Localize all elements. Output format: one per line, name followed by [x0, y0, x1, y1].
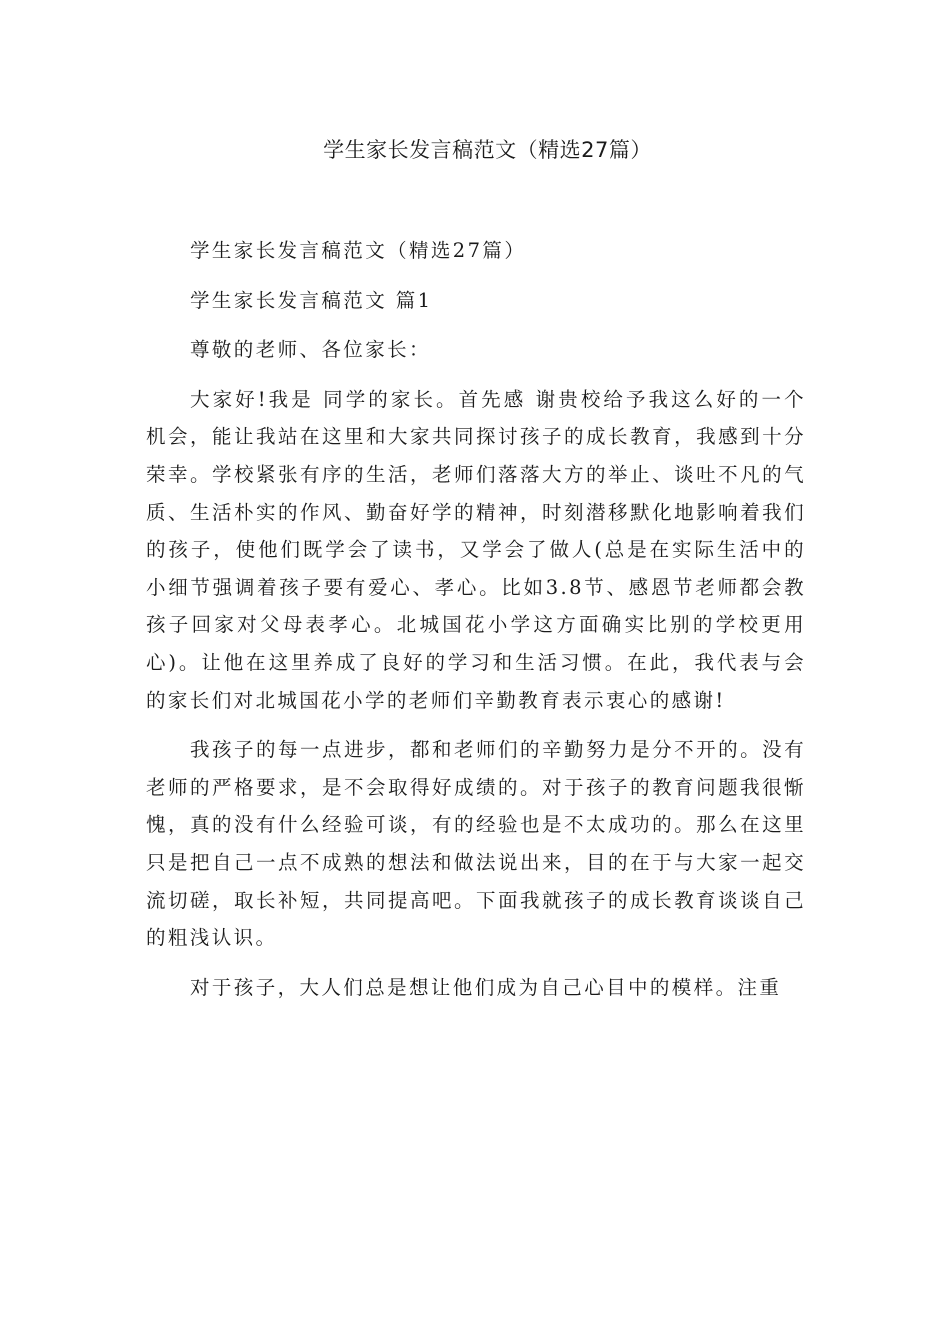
paragraph-heading-repeat: 学生家长发言稿范文（精选27篇）	[190, 239, 527, 262]
paragraph-salutation: 尊敬的老师、各位家长：	[190, 338, 431, 362]
document-body	[146, 232, 806, 1018]
paragraph-body: 对于孩子，大人们总是想让他们成为自己心目中的模样。注重	[190, 975, 782, 999]
paragraph-body: 我孩子的每一点进步，都和老师们的辛勤努力是分不开的。没有老师的严格要求，是不会取得好成绩的。对于孩子的教育问题我很惭愧，真的没有什么经验可谈，有的经验也是不太成功的。那么在这里只是把自己一点不成熟的想法和做法说出来，目的在于与大家一起交流切磋，取长补短，共同提高吧。下面我就孩子的成长教育谈谈自己的粗浅认识。	[146, 738, 806, 950]
paragraph-section-heading: 学生家长发言稿范文 篇1	[190, 288, 433, 312]
document-title: 学生家长发言稿范文（精选27篇）	[323, 138, 652, 162]
paragraph-body: 大家好!我是 同学的家长。首先感 谢贵校给予我这么好的一个机会，能让我站在这里和大家共同探讨孩子的成长教育，我感到十分荣幸。学校紧张有序的生活，老师们落落大方的举止、谈吐不凡的气质、生活朴实的作风、勤奋好学的精神，时刻潜移默化地影响着我们的孩子，使他们既学会了读书，又学会了做人(总是在实际生活中的小细节强调着孩子要有爱心、孝心。比如3.8节、感恩节老师都会教孩子回家对父母表孝心。北城国花小学这方面确实比别的学校更用心)。让他在这里养成了良好的学习和生活习惯。在此，我代表与会的家长们对北城国花小学的老师们辛勤教育表示衷心的感谢!	[146, 387, 806, 712]
